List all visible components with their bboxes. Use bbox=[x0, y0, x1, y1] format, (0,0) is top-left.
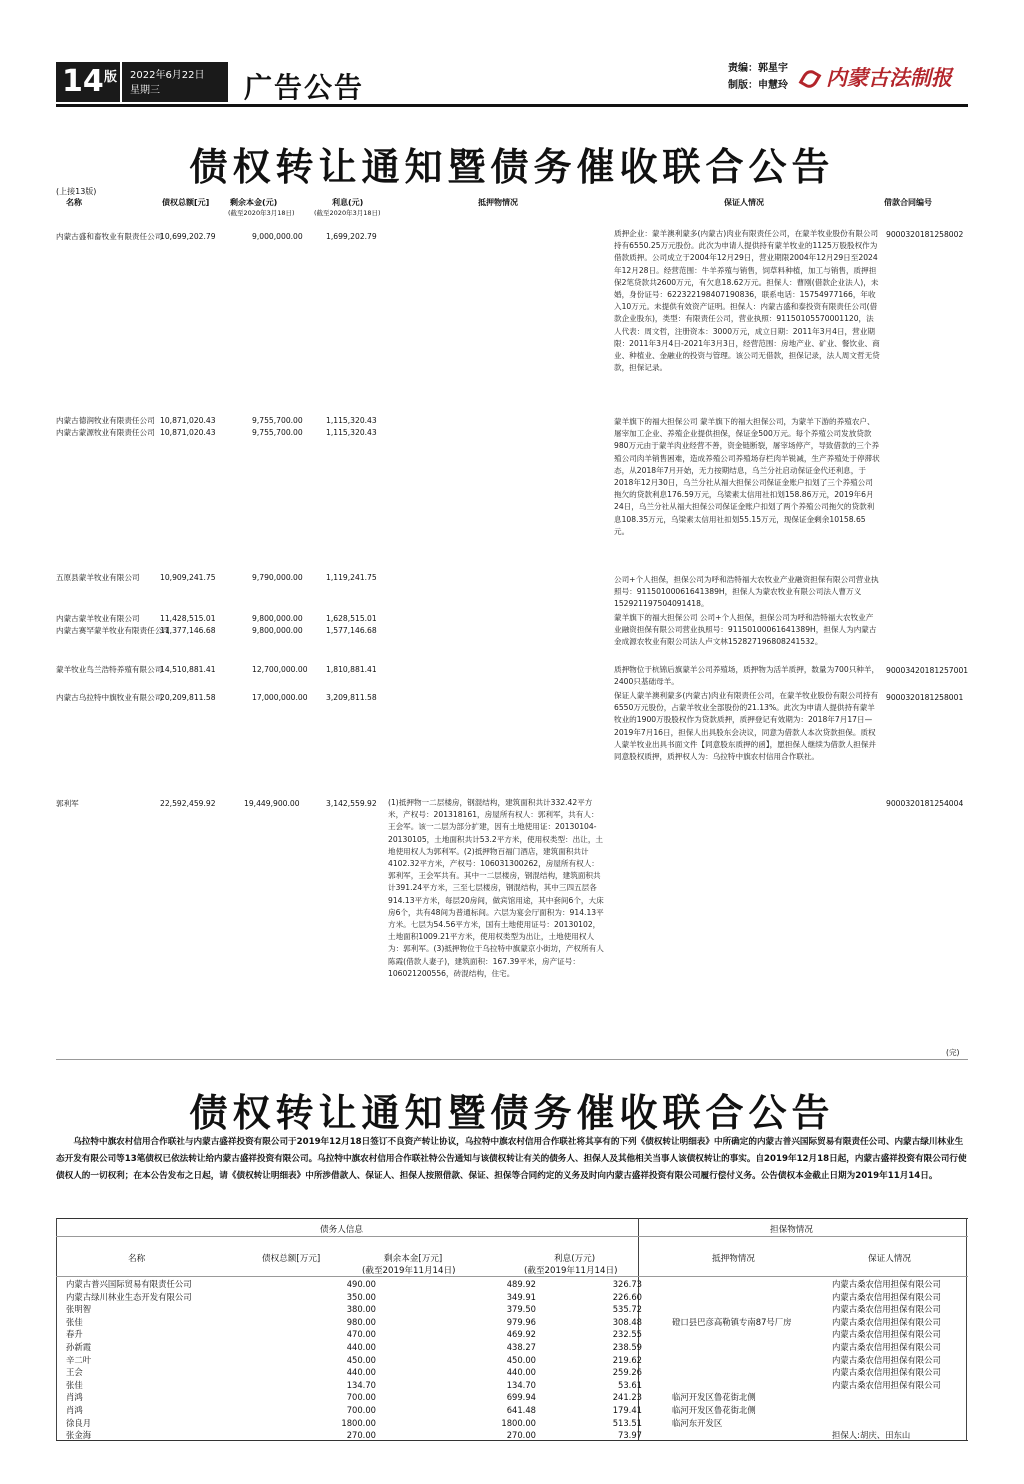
n1-row-total: 11,428,515.01 bbox=[160, 614, 216, 623]
cell-principal: 349.91 bbox=[506, 1291, 536, 1302]
cell-total: 980.00 bbox=[346, 1316, 376, 1327]
n1-row-name: 内蒙古蒙羊牧业有限公司 bbox=[56, 614, 140, 623]
table-row bbox=[66, 1341, 966, 1354]
cell-name: 张金海 bbox=[66, 1430, 92, 1441]
page-number: 14 bbox=[56, 62, 120, 102]
cell-interest: 179.41 bbox=[612, 1405, 642, 1415]
newspaper-logo-icon bbox=[799, 67, 822, 91]
n1-row-principal: 9,790,000.00 bbox=[252, 573, 303, 582]
n2-col-collateral: 抵押物情况 bbox=[712, 1254, 755, 1264]
cell-guarantor: 内蒙古桑农信用担保有限公司 bbox=[832, 1304, 941, 1315]
table-right-rule bbox=[966, 1218, 967, 1440]
cell-total: 1800.00 bbox=[341, 1417, 376, 1428]
n1-row-total: 10,909,241.75 bbox=[160, 573, 216, 582]
n1-row-interest: 1,115,320.43 bbox=[326, 428, 377, 437]
n2-col-name: 名称 bbox=[128, 1254, 146, 1264]
table-row bbox=[66, 1291, 966, 1304]
notice2-intro: 乌拉特中旗农村信用合作联社与内蒙古盛祥投资有限公司于2019年12月18日签订不良资产转让协议，乌拉特中旗农村信用合作联社将其享有的下列《债权转让明细表》中所确定的内蒙古普兴国际贸易有限责任公司、内蒙古绿川林业生态开发有限公司等13笔债权已依法转让给内蒙古盛祥投资有限公司。乌拉特中旗农村信用合作联社特公告通知与该债权转让有关的债务人、担保人及其他相关当事人该债权转让的事实。自2019年12月18日起，内蒙古盛祥投资有限公司行使债权人的一切权利；在本公告发布之日起，请《债权转让明细表》中所涉借款人、保证人、担保人按照借款、保证、担保等合同约定的义务及时向内蒙古盛祥投资有限公司履行偿付义务。公告债权本金截止日期为2019年11月14日。 bbox=[56, 1137, 967, 1181]
table-row bbox=[66, 1429, 966, 1442]
cell-interest: 53.61 bbox=[618, 1379, 642, 1390]
n2-col-principal-note: (截至2019年11月14日) bbox=[362, 1266, 456, 1276]
n1-row-total: 22,592,459.92 bbox=[160, 799, 216, 808]
cell-principal: 489.92 bbox=[506, 1279, 536, 1289]
cell-name: 徐良月 bbox=[66, 1417, 92, 1428]
cell-guarantor: 内蒙古桑农信用担保有限公司 bbox=[832, 1329, 941, 1340]
n1-row-name: 郭利军 bbox=[56, 799, 79, 808]
header-rule bbox=[56, 104, 968, 107]
n1-row-principal: 9,755,700.00 bbox=[252, 428, 303, 437]
editor-name: 责编：郭星宇 bbox=[728, 63, 788, 74]
n1-contract-number: 9000320181258002 bbox=[886, 230, 964, 239]
cell-guarantor: 内蒙古桑农信用担保有限公司 bbox=[832, 1279, 941, 1289]
cell-total: 350.00 bbox=[346, 1291, 376, 1302]
n1-row-principal: 9,800,000.00 bbox=[252, 626, 303, 635]
n1-row-name: 内蒙古乌拉特中旗牧业有限公司 bbox=[56, 693, 163, 702]
cell-interest: 73.97 bbox=[618, 1430, 642, 1441]
table-left-rule bbox=[56, 1218, 57, 1440]
n1-contract-number: 9000320181254004 bbox=[886, 799, 964, 808]
n1-col-guarantor: 保证人情况 bbox=[724, 198, 764, 207]
cell-total: 134.70 bbox=[346, 1379, 376, 1390]
n1-col-principal: 剩余本金(元) bbox=[230, 198, 278, 207]
cell-name: 内蒙古普兴国际贸易有限责任公司 bbox=[66, 1279, 192, 1289]
table-row bbox=[66, 1354, 966, 1367]
cell-name: 春升 bbox=[66, 1329, 83, 1340]
n1-col-total: 债权总额[元] bbox=[162, 198, 210, 207]
n1-row-interest: 1,577,146.68 bbox=[326, 626, 377, 635]
cell-interest: 308.48 bbox=[612, 1316, 642, 1327]
cell-name: 王会 bbox=[66, 1367, 83, 1378]
n1-row-interest: 3,209,811.58 bbox=[326, 693, 377, 702]
n1-col-principal-note: (截至2020年3月18日) bbox=[228, 209, 295, 217]
table-row bbox=[66, 1404, 966, 1417]
cell-name: 肖鸿 bbox=[66, 1392, 83, 1403]
n1-end-mark: (完) bbox=[946, 1048, 960, 1057]
n1-row-total: 11,377,146.68 bbox=[160, 626, 216, 635]
cell-interest: 535.72 bbox=[612, 1304, 642, 1315]
n2-col-guarantor: 保证人情况 bbox=[868, 1254, 911, 1264]
n1-row-name: 五原县蒙羊牧业有限公司 bbox=[56, 573, 140, 582]
n1-row-total: 10,699,202.79 bbox=[160, 232, 216, 241]
n1-guarantor-text: 质押企业：蒙羊澳利蒙多(内蒙古)肉业有限责任公司，在蒙羊牧业股份有限公司持有6550.25万元股份。此次为申请人提供持有蒙羊牧业的1125万股股权作为借款质押。公司成立于2004年12月29日，营业期限2004年12月29日至2024年12月28日。经营范围：牛羊养殖与销售，饲草料种植，加工与销售，质押担保2笔贷款共2600万元，有欠息18.62万元。担保人：曹刚(借款企业法人)，未婚，身份证号：622322198407190836，联系电话：15754977166，年收入10万元。未提供有效资产证明。担保人：内蒙古盛和泰投资有限责任公司(借款企业股东)，类型：有限责任公司，营业执照：91150105570001120，法人代表：周文哲，注册资本：3000万元，成立日期：2011年3月4日，营业期限：2011年3月4日-2021年3月3日，经营范围：房地产业、矿业、餐饮业、商业、种植业、金融业的投资与管理。该公司无借款，担保记录，法人周文哲无贷款，担保记录。 bbox=[614, 229, 880, 373]
table-row bbox=[66, 1278, 966, 1291]
issue-weekday: 星期三 bbox=[130, 85, 160, 96]
cell-name: 张明智 bbox=[66, 1304, 92, 1315]
cell-name: 张佳 bbox=[66, 1316, 83, 1327]
cell-principal: 1800.00 bbox=[501, 1417, 536, 1428]
cell-interest: 219.62 bbox=[612, 1354, 642, 1365]
cell-name: 辛二叶 bbox=[66, 1354, 92, 1365]
n1-row-total: 14,510,881.41 bbox=[160, 665, 216, 674]
table-row bbox=[66, 1303, 966, 1316]
n1-row-interest: 1,628,515.01 bbox=[326, 614, 377, 623]
n1-row-interest: 1,699,202.79 bbox=[326, 232, 377, 241]
cell-collateral: 磴口县巴彦高勒镇专南87号厂房 bbox=[672, 1316, 792, 1327]
cell-guarantor: 内蒙古桑农信用担保有限公司 bbox=[832, 1291, 941, 1302]
cell-interest: 259.26 bbox=[612, 1367, 642, 1378]
table-row bbox=[66, 1417, 966, 1430]
cell-name: 肖鸿 bbox=[66, 1405, 83, 1415]
n1-row-name: 内蒙古盛和畜牧业有限责任公司 bbox=[56, 232, 163, 241]
n2-col-interest: 利息(万元) bbox=[554, 1254, 596, 1264]
cell-interest: 226.60 bbox=[612, 1291, 642, 1302]
cell-guarantor: 内蒙古桑农信用担保有限公司 bbox=[832, 1379, 941, 1390]
n1-row-principal: 9,000,000.00 bbox=[252, 232, 303, 241]
table-row bbox=[66, 1391, 966, 1404]
n1-contract-number: 9000320181258001 bbox=[886, 693, 964, 702]
cell-principal: 641.48 bbox=[506, 1405, 536, 1415]
notice-divider bbox=[56, 1059, 968, 1060]
cell-total: 380.00 bbox=[346, 1304, 376, 1315]
cell-collateral: 临河开发区鲁花街北侧 bbox=[672, 1392, 756, 1403]
cell-principal: 134.70 bbox=[506, 1379, 536, 1390]
cell-interest: 513.51 bbox=[612, 1417, 642, 1428]
cell-interest: 238.59 bbox=[612, 1342, 642, 1352]
n1-row-name: 内蒙古蒙源牧业有限责任公司 bbox=[56, 428, 155, 437]
cell-principal: 469.92 bbox=[506, 1329, 536, 1340]
cell-name: 内蒙古绿川林业生态开发有限公司 bbox=[66, 1291, 192, 1302]
n1-col-contract: 借款合同编号 bbox=[884, 198, 932, 207]
cell-principal: 379.50 bbox=[506, 1304, 536, 1315]
n1-collateral-text: (1)抵押物一二层楼房，钢混结构，建筑面积共计332.42平方米，产权号：201318161，房屋所有权人：郭利军，共有人：王会军。该一二层为部分扩建，因有土地使用证：20130104-20130105，土地面积共计53.2平方米，使用权类型：出让，土地使用权人为郭利军。(2)抵押物百福门酒店，建筑面积共计4102.32平方米，产权号：106031300262，房屋所有权人：郭利军，王会军共有。其中一二层楼房，钢混结构，建筑面积共计391.24平方米，三至七层楼房，钢混结构，其中三四五层各914.13平方米，每层20房间，做宾馆用途，其中套间6个，大床房6个，共有48间为普通标间。六层为宴会厅面积为：914.13平方米。七层为54.56平方米，国有土地使用证号：20130102，土地面积1009.21平方米，使用权类型为出让，土地使用权人为：郭利军。(3)抵押物位于乌拉特中旗蒙京小街坊，产权所有人陈霞(借款人妻子)，建筑面积：167.39平米，房产证号：106021200556，砖混结构，住宅。 bbox=[388, 798, 604, 978]
table-top-rule bbox=[56, 1218, 968, 1219]
cell-principal: 270.00 bbox=[506, 1430, 536, 1441]
n1-col-interest-note: (截至2020年3月18日) bbox=[314, 209, 381, 217]
issue-date: 2022年6月22日 bbox=[130, 70, 205, 81]
n1-guarantor-text: 蒙羊旗下的福大担保公司 蒙羊旗下的福大担保公司，为蒙羊下游的养殖农户、屠宰加工企业、养殖企业提供担保，保证金500万元。每个养殖公司发放贷款980万元由于蒙羊肉业经营不善，资金链断裂，屠宰场停产，导致借款的三个养殖公司肉羊销售困难，造成养殖公司养殖场存栏肉羊锐减，生产养殖处于停滞状态，从2018年7月开始，无力按期结息，乌兰分社启动保证金代还利息，于2018年12月30日，乌兰分社从福大担保公司保证金账户扣划了三个养殖公司拖欠的贷款利息176.59万元，乌梁素太信用社扣划158.86万元，2019年6月24日，乌兰分社从福大担保公司保证金账户扣划了两个养殖公司拖欠的贷款利息108.35万元，乌梁素太信用社扣划55.15万元，现保证金剩余10158.65元。 bbox=[614, 417, 880, 536]
n1-row-total: 10,871,020.43 bbox=[160, 428, 216, 437]
n2-col-total: 债权总额[万元] bbox=[262, 1254, 321, 1264]
n1-row-name: 内蒙古赛罕蒙羊牧业有限责任公司 bbox=[56, 626, 170, 635]
date-box bbox=[122, 62, 228, 102]
cell-principal: 440.00 bbox=[506, 1367, 536, 1378]
n2-group-debtor: 债务人信息 bbox=[320, 1225, 363, 1235]
cell-interest: 326.73 bbox=[612, 1279, 642, 1289]
cell-principal: 699.94 bbox=[506, 1392, 536, 1403]
n1-row-interest: 3,142,559.92 bbox=[326, 799, 377, 808]
n1-guarantor-text: 公司+个人担保，担保公司为呼和浩特福大农牧业产业融资担保有限公司营业执照号：91150100061641389H，担保人为蒙农牧业有限公司法人曹万义152921197504091418。 bbox=[614, 575, 879, 609]
cell-guarantor: 担保人:胡庆、田东山 bbox=[832, 1430, 911, 1441]
cell-principal: 979.96 bbox=[506, 1316, 536, 1327]
cell-name: 孙新霞 bbox=[66, 1342, 92, 1352]
cell-guarantor: 内蒙古桑农信用担保有限公司 bbox=[832, 1316, 941, 1327]
cell-total: 700.00 bbox=[346, 1392, 376, 1403]
cell-total: 270.00 bbox=[346, 1430, 376, 1441]
newspaper-logo: 内蒙古法制报 bbox=[826, 65, 952, 90]
notice1-title: 债权转让通知暨债务催收联合公告 bbox=[189, 144, 835, 189]
table-row bbox=[66, 1379, 966, 1392]
n1-row-principal: 17,000,000.00 bbox=[252, 693, 308, 702]
table-row bbox=[66, 1328, 966, 1341]
n1-row-interest: 1,119,241.75 bbox=[326, 573, 377, 582]
n1-col-collateral: 抵押物情况 bbox=[478, 198, 518, 207]
table-header-rule bbox=[56, 1276, 968, 1277]
notice1-continued: (上接13版) bbox=[56, 187, 97, 196]
cell-collateral: 临河东开发区 bbox=[672, 1417, 723, 1428]
n1-guarantor-text: 保证人蒙羊澳利蒙多(内蒙古)肉业有限责任公司，在蒙羊牧业股份有限公司持有6550万元股份，占蒙羊牧业全部股份的21.13%。此次为申请人提供持有蒙羊牧业的1900万股股权作为贷款质押，质押登记有效期为：2018年7月17日—2019年7月16日，担保人出具股东会决议，同意为借款人本次贷款担保。质权人蒙羊牧业出具书面文件【同意股东质押的函】，愿担保人继续为借款人担保并同意股权质押，质押权人为：乌拉特中旗农村信用合作联社。 bbox=[614, 691, 879, 762]
cell-guarantor: 内蒙古桑农信用担保有限公司 bbox=[832, 1354, 941, 1365]
cell-principal: 450.00 bbox=[506, 1354, 536, 1365]
cell-interest: 241.23 bbox=[612, 1392, 642, 1403]
cell-name: 张佳 bbox=[66, 1379, 83, 1390]
n1-guarantor-text: 蒙羊旗下的福大担保公司 公司+个人担保，担保公司为呼和浩特福大农牧业产业融资担保有限公司营业执照号：91150100061641389H，担保人为内蒙古金成源农牧业有限公司法人卢文林152827196808241532。 bbox=[614, 613, 877, 647]
n1-row-interest: 1,810,881.41 bbox=[326, 665, 377, 674]
cell-total: 470.00 bbox=[346, 1329, 376, 1340]
table-row bbox=[66, 1316, 966, 1329]
n1-col-interest: 利息(元) bbox=[332, 198, 364, 207]
n1-row-name: 内蒙古德润牧业有限责任公司 bbox=[56, 416, 155, 425]
n1-row-total: 20,209,811.58 bbox=[160, 693, 216, 702]
n2-col-principal: 剩余本金[万元] bbox=[384, 1254, 443, 1264]
n1-guarantor-text: 质押物位于杭锦后旗蒙羊公司养殖场，质押物为活羊质押，数量为700只种羊，2400只基础母羊。 bbox=[614, 665, 880, 687]
cell-total: 440.00 bbox=[346, 1367, 376, 1378]
cell-total: 490.00 bbox=[346, 1279, 376, 1289]
cell-interest: 232.55 bbox=[612, 1329, 642, 1340]
cell-total: 700.00 bbox=[346, 1405, 376, 1415]
n1-contract-number: 9000342018125700​1 bbox=[886, 666, 969, 675]
layout-editor-name: 制版：申慧玲 bbox=[728, 80, 788, 91]
n2-col-interest-note: (截至2019年11月14日) bbox=[524, 1266, 618, 1276]
cell-guarantor: 内蒙古桑农信用担保有限公司 bbox=[832, 1342, 941, 1352]
n1-row-principal: 9,800,000.00 bbox=[252, 614, 303, 623]
page-ban-label: 版 bbox=[104, 70, 118, 85]
n1-col-name: 名称 bbox=[66, 198, 82, 207]
notice2-title: 债权转让通知暨债务催收联合公告 bbox=[189, 1090, 835, 1135]
cell-principal: 438.27 bbox=[506, 1342, 536, 1352]
n1-row-principal: 9,755,700.00 bbox=[252, 416, 303, 425]
n1-row-principal: 19,449,900.00 bbox=[244, 799, 300, 808]
n1-row-principal: 12,700,000.00 bbox=[252, 665, 308, 674]
n1-row-interest: 1,115,320.43 bbox=[326, 416, 377, 425]
section-title: 广告公告 bbox=[244, 71, 365, 104]
table-group-rule bbox=[56, 1236, 968, 1237]
cell-guarantor: 内蒙古桑农信用担保有限公司 bbox=[832, 1367, 941, 1378]
n1-row-name: 蒙羊牧业鸟兰浩特养殖有限公司 bbox=[56, 665, 163, 674]
n2-group-collateral: 担保物情况 bbox=[770, 1225, 813, 1235]
table-row bbox=[66, 1366, 966, 1379]
n1-row-total: 10,871,020.43 bbox=[160, 416, 216, 425]
cell-total: 450.00 bbox=[346, 1354, 376, 1365]
editor-credits bbox=[728, 60, 788, 94]
cell-total: 440.00 bbox=[346, 1342, 376, 1352]
cell-collateral: 临河开发区鲁花街北侧 bbox=[672, 1405, 756, 1415]
